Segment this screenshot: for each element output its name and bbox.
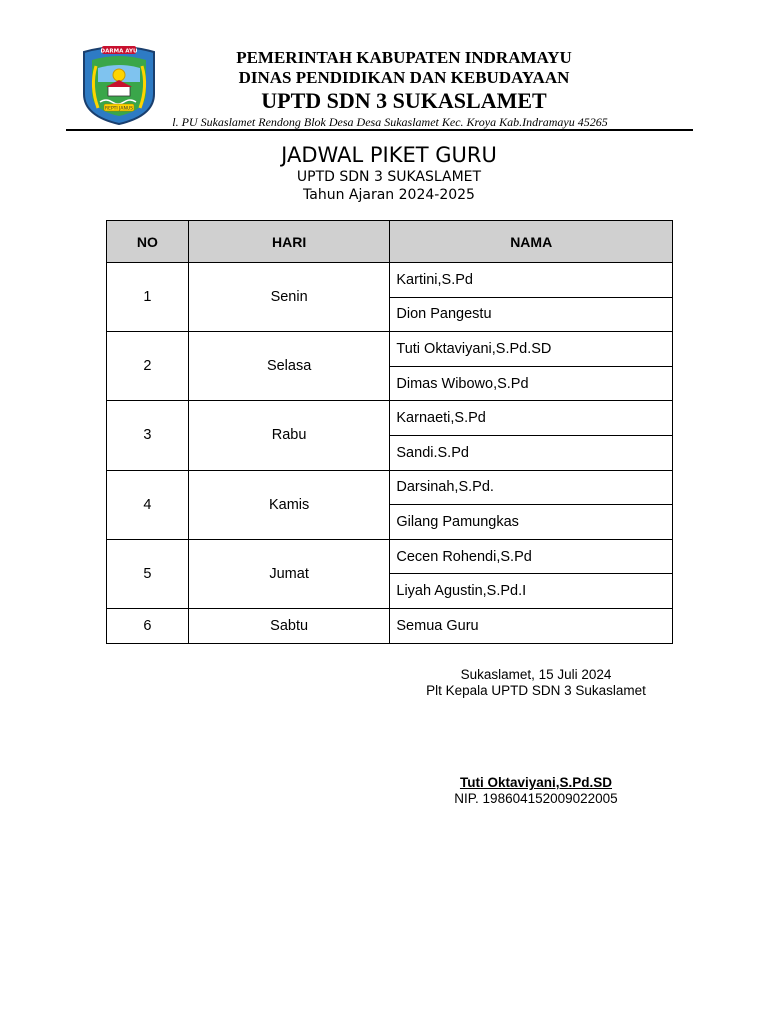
row-teacher: Semua Guru (390, 608, 673, 643)
table-row (107, 263, 673, 298)
document-title: JADWAL PIKET GURU (281, 143, 497, 167)
row-no: 3 (107, 401, 189, 470)
row-teacher: Darsinah,S.Pd. (390, 470, 673, 505)
department-name: DINAS PENDIDIKAN DAN KEBUDAYAAN (238, 68, 570, 87)
table-row (107, 332, 673, 367)
logo-banner-text: DARMA AYU (100, 48, 138, 55)
table-row (107, 470, 673, 505)
row-no: 5 (107, 539, 189, 608)
row-day: Selasa (188, 332, 390, 401)
row-teacher: Kartini,S.Pd (390, 263, 673, 298)
signature-position: Plt Kepala UPTD SDN 3 Sukaslamet (426, 683, 646, 698)
row-teacher: Karnaeti,S.Pd (390, 401, 673, 436)
table-header-row (107, 221, 673, 263)
header-hari: HARI (188, 221, 390, 263)
document-subtitle-school: UPTD SDN 3 SUKASLAMET (296, 169, 482, 185)
row-day: Kamis (188, 470, 390, 539)
row-no: 6 (107, 608, 189, 643)
table-row (107, 539, 673, 574)
row-day: Jumat (188, 539, 390, 608)
row-teacher: Sandi.S.Pd (390, 435, 673, 470)
letterhead-divider (66, 129, 693, 131)
regency-emblem-logo (78, 42, 160, 126)
signature-name: Tuti Oktaviyani,S.Pd.SD (459, 775, 613, 790)
letterhead (150, 48, 630, 130)
row-teacher: Cecen Rohendi,S.Pd (390, 539, 673, 574)
row-teacher: Dion Pangestu (390, 297, 673, 332)
logo-ribbon-text: REPTI JANUS (104, 106, 134, 112)
duty-schedule-table (106, 220, 673, 644)
government-name: PEMERINTAH KABUPATEN INDRAMAYU (236, 48, 572, 67)
row-teacher: Dimas Wibowo,S.Pd (390, 366, 673, 401)
row-teacher: Tuti Oktaviyani,S.Pd.SD (390, 332, 673, 367)
signature-place-date: Sukaslamet, 15 Juli 2024 (460, 667, 612, 682)
signature-nip: NIP. 198604152009022005 (454, 791, 618, 806)
row-day: Rabu (188, 401, 390, 470)
row-day: Sabtu (188, 608, 390, 643)
table-row (107, 401, 673, 436)
row-teacher: Gilang Pamungkas (390, 505, 673, 540)
table-row (107, 608, 673, 643)
row-no: 2 (107, 332, 189, 401)
school-address: l. PU Sukaslamet Rendong Blok Desa Desa Sukaslamet Kec. Kroya Kab.Indramayu 45265 (172, 115, 608, 129)
header-nama: NAMA (390, 221, 673, 263)
row-no: 1 (107, 263, 189, 332)
school-name: UPTD SDN 3 SUKASLAMET (261, 88, 547, 113)
row-teacher: Liyah Agustin,S.Pd.I (390, 574, 673, 609)
row-no: 4 (107, 470, 189, 539)
document-subtitle-year: Tahun Ajaran 2024-2025 (303, 187, 475, 203)
header-no: NO (107, 221, 189, 263)
row-day: Senin (188, 263, 390, 332)
